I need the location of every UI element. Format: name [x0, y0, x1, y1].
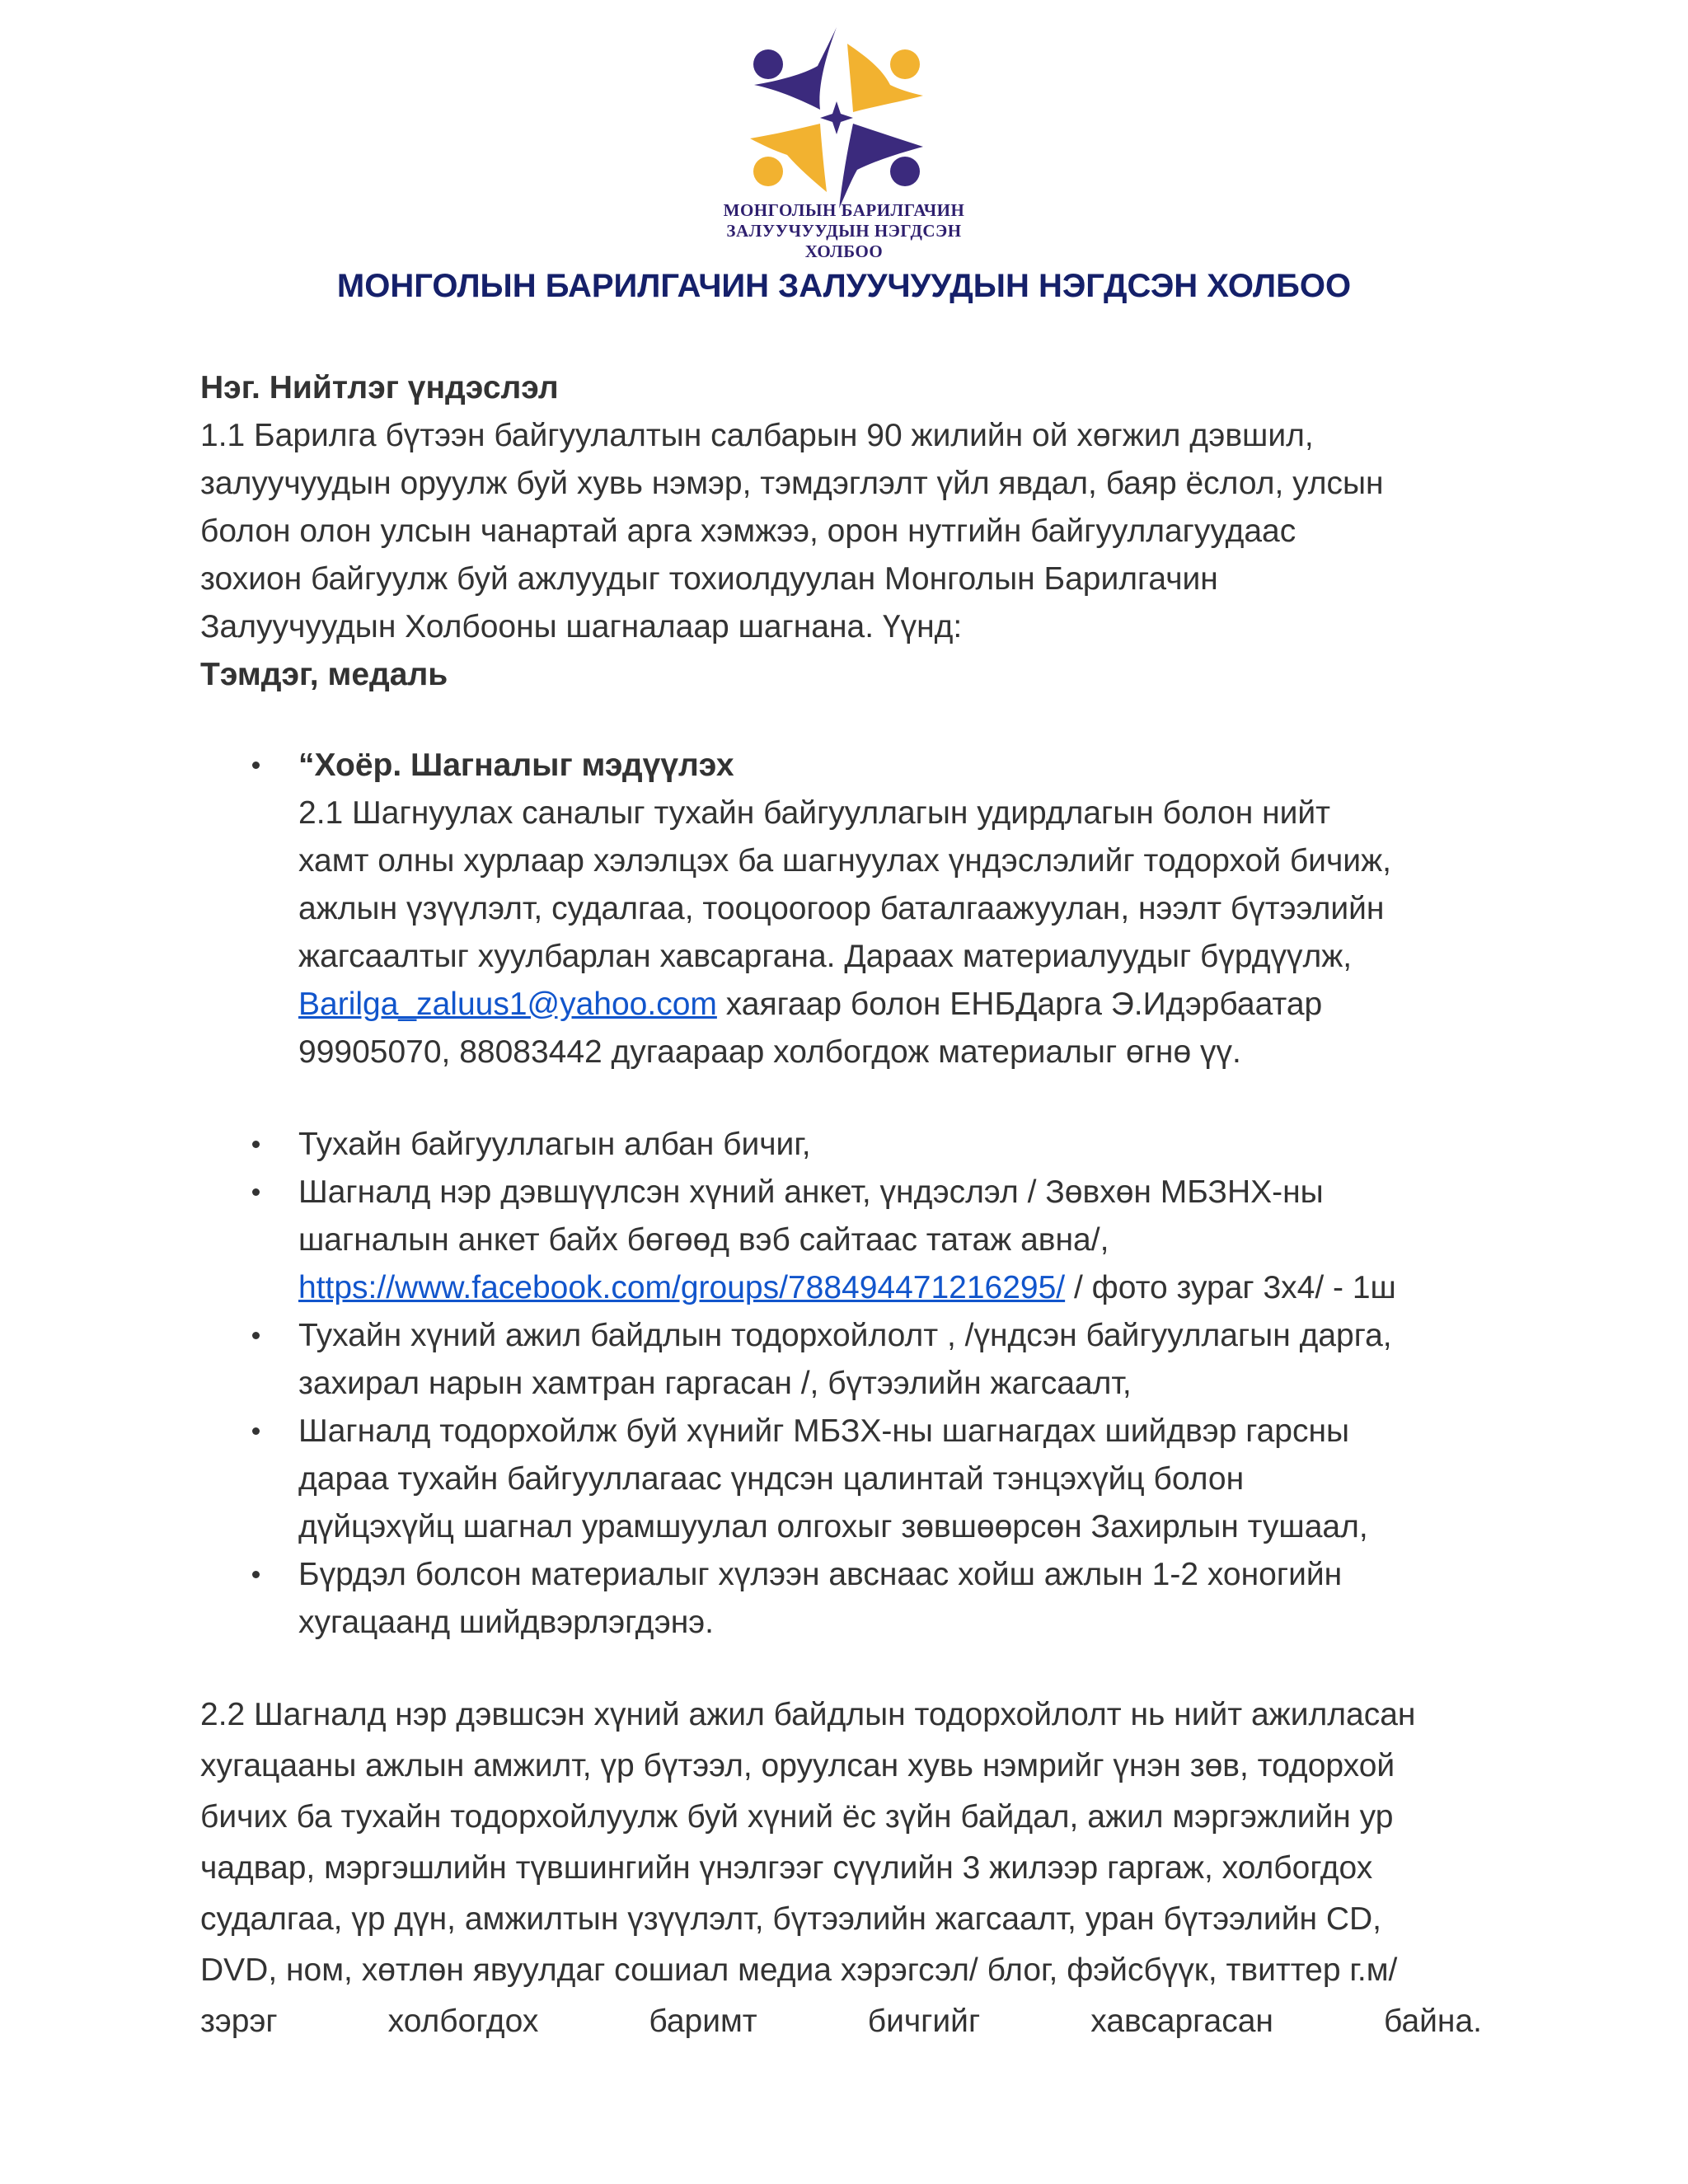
bullet-icon [252, 1141, 260, 1148]
bullet-icon [252, 1427, 260, 1435]
email-line-rest: хаягаар болон ЕНБДарга Э.Идэрбаатар [716, 987, 1323, 1022]
bullet-2-line-2: шагналын анкет байх бөгөөд вэб сайтаас татаж авна/, [298, 1222, 1109, 1258]
page-title: МОНГОЛЫН БАРИЛГАЧИН ЗАЛУУЧУУДЫН НЭГДСЭН ХОЛБОО [336, 268, 1352, 304]
section22-line-7: зэрэг холбогдох баримт бичгийг хавсаргасан байна. [200, 2004, 1482, 2039]
section2-heading: “Хоёр. Шагналыг мэдүүлэх [298, 748, 734, 783]
bullet-2-link-line [298, 1264, 1486, 1312]
section1-heading: Нэг. Нийтлэг үндэслэл [200, 370, 559, 405]
section22-line-1: 2.2 Шагналд нэр дэвшсэн хүний ажил байдлын тодорхойлолт нь нийт ажилласан [200, 1697, 1416, 1732]
section2-line-1: 2.1 Шагнуулах саналыг тухайн байгууллагын удирдлагын болон нийт [298, 795, 1331, 831]
bullet-icon [252, 762, 260, 769]
bullet-5-line-1: Бүрдэл болсон материалыг хүлээн авснаас хойш ажлын 1-2 хоногийн [298, 1557, 1343, 1592]
bullet-icon [252, 1571, 260, 1578]
section1-line-4: зохион байгуулж буй ажлуудыг тохиолдуулан Монголын Барилгачин [200, 561, 1218, 597]
section1-subheading: Тэмдэг, медаль [200, 657, 448, 692]
bullet-3-line-1: Тухайн хүний ажил байдлын тодорхойлолт , /үндсэн байгууллагын дарга, [298, 1318, 1392, 1353]
section2-line-2: хамт олны хурлаар хэлэлцэх ба шагнуулах үндэслэлийг тодорхой бичиж, [298, 843, 1391, 879]
section22-line-4: чадвар, мэргэшлийн түвшингийн үнэлгээг сүүлийн 3 жилээр гаргаж, холбогдох [200, 1850, 1373, 1886]
section2-line-4: жагсаалтыг хуулбарлан хавсаргана. Дараах материалуудыг бүрдүүлж, [298, 939, 1353, 974]
section2-email-line [298, 981, 1486, 1029]
section22-line-5: судалгаа, үр дүн, амжилтын үзүүлэлт, бүтээлийн жагсаалт, уран бүтээлийн CD, [200, 1901, 1382, 1937]
section22-line-6: DVD, ном, хөтлөн явуулдаг сошиал медиа хэрэгсэл/ блог, фэйсбүүк, твиттер г.м/ [200, 1952, 1398, 1988]
logo-caption-line-3: ХОЛБОО [804, 241, 884, 261]
bullet-5-line-2: хугацаанд шийдвэрлэгдэнэ. [298, 1605, 714, 1640]
section1-line-1: 1.1 Барилга бүтээн байгуулалтын салбарын 90 жилийн ой хөгжил дэвшил, [200, 418, 1314, 453]
bullet-4-line-3: дүйцэхүйц шагнал урамшуулал олгохыг зөвшөөрсөн Захирлын тушаал, [298, 1509, 1368, 1544]
section1-line-3: болон олон улсын чанартай арга хэмжээ, орон нутгийн байгууллагуудаас [200, 513, 1296, 549]
bullet-2-link-rest: / фото зураг 3х4/ - 1ш [1065, 1270, 1396, 1305]
bullet-1-text: Тухайн байгууллагын албан бичиг, [298, 1127, 811, 1162]
logo-caption-line-2: ЗАЛУУЧУУДЫН НЭГДСЭН [726, 221, 962, 241]
bullet-4-line-2: дараа тухайн байгууллагаас үндсэн цалинтай тэнцэхүйц болон [298, 1461, 1245, 1497]
logo-emblem-icon [742, 23, 931, 213]
bullet-icon [252, 1332, 260, 1339]
bullet-2-line-1: Шагналд нэр дэвшүүлсэн хүний анкет, үндэслэл / Зөвхөн МБЗНХ-ны [298, 1174, 1324, 1210]
section2-phone-line: 99905070, 88083442 дугаараар холбогдож материалыг өгнө үү. [298, 1034, 1241, 1070]
facebook-group-link[interactable]: https://www.facebook.com/groups/788494471216295/ [298, 1270, 1066, 1305]
section1-line-5: Залуучуудын Холбооны шагналаар шагнана. Үүнд: [200, 609, 963, 644]
bullet-icon [252, 1188, 260, 1196]
bullet-4-line-1: Шагналд тодорхойлж буй хүнийг МБЗХ-ны шагнагдах шийдвэр гарсны [298, 1413, 1350, 1449]
bullet-3-line-2: захирал нарын хамтран гаргасан /, бүтээлийн жагсаалт, [298, 1366, 1132, 1401]
logo-caption-line-1: МОНГОЛЫН БАРИЛГАЧИН [723, 200, 965, 220]
logo [742, 23, 931, 213]
email-link[interactable]: Barilga_zaluus1@yahoo.com [298, 987, 717, 1022]
section2-line-3: ажлын үзүүлэлт, судалгаа, тооцоогоор баталгаажуулан, нээлт бүтээлийн [298, 891, 1385, 926]
section22-line-2: хугацааны ажлын амжилт, үр бүтээл, оруулсан хувь нэмрийг үнэн зөв, тодорхой [200, 1748, 1395, 1783]
section22-line-3: бичих ба тухайн тодорхойлуулж буй хүний ёс зүйн байдал, ажил мэргэжлийн ур [200, 1799, 1394, 1835]
section1-line-2: залуучуудын оруулж буй хувь нэмэр, тэмдэглэлт үйл явдал, баяр ёслол, улсын [200, 466, 1384, 501]
